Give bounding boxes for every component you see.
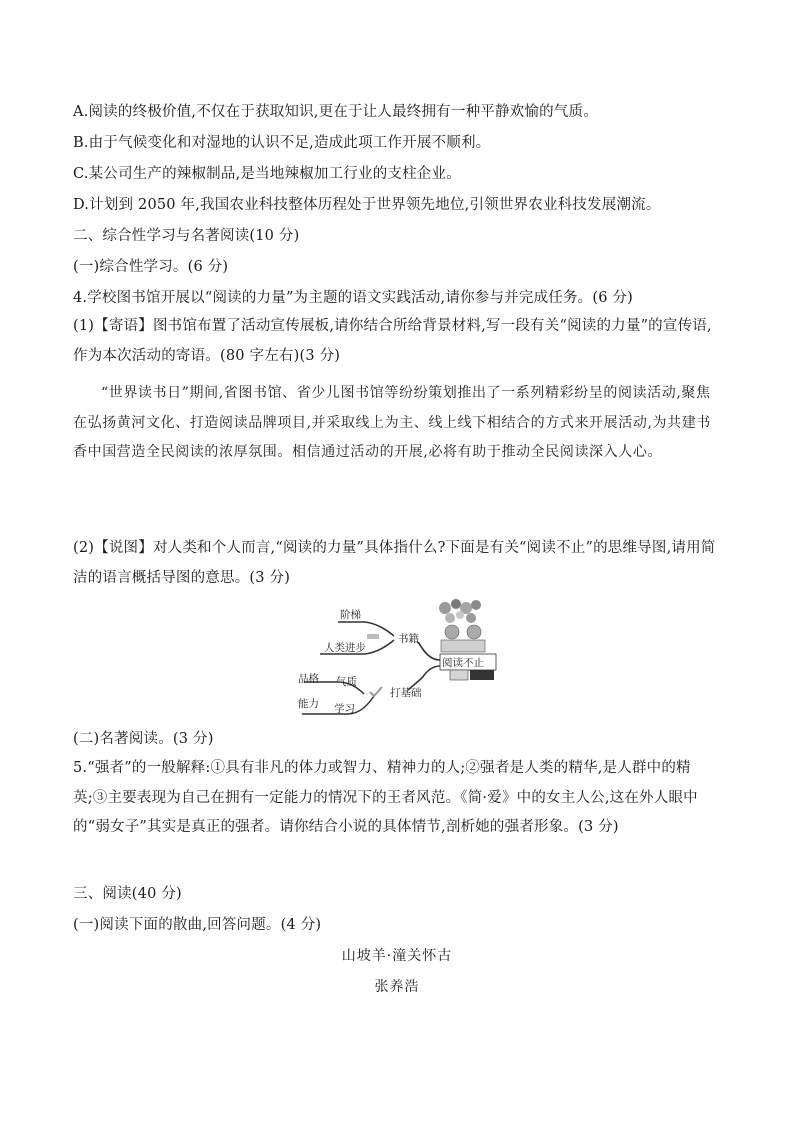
mindmap-leaf-ability: 能力 xyxy=(298,698,319,710)
question-4-2: (2)【说图】对人类和个人而言,“阅读的力量”具体指什么?下面是有关“阅读不止”的思维导图,请用简洁的语言概括导图的意思。(3 分) xyxy=(73,540,716,586)
section-heading: 三、阅读(40 分) xyxy=(73,886,182,902)
poem-title: 山坡羊·潼关怀古 xyxy=(341,948,453,964)
option-c: C.某公司生产的辣椒制品,是当地辣椒加工行业的支柱企业。 xyxy=(73,166,461,182)
question-5: 5.“强者”的一般解释:①具有非凡的体力或智力、精神力的人;②强者是人类的精华,是人群中的精英;③主要表现为自己在拥有一定能力的情况下的王者风范。《简·爱》中的女主人公,这在外人眼中的“弱女子”其实是真正的强者。请你结合小说的具体情节,剖析她的强者形象。(3 分) xyxy=(73,760,698,835)
background-material: “世界读书日”期间,省图书馆、省少儿图书馆等纷纷策划推出了一系列精彩纷呈的阅读活动,聚焦在弘扬黄河文化、打造阅读品牌项目,并采取线上为主、线上线下相结合的方式来开展活动,为共建书香中国营造全民阅读的浓厚氛围。相信通过活动的开展,必将有助于推动全民阅读深入人心。 xyxy=(73,385,711,460)
mindmap-leaf-temperament: 气质 xyxy=(336,676,357,688)
subsection-heading: (二)名著阅读。(3 分) xyxy=(73,731,214,747)
mindmap-leaf-progress: 人类进步 xyxy=(324,642,366,654)
mind-map xyxy=(290,596,510,720)
mindmap-leaf-ladder: 阶梯 xyxy=(340,609,361,621)
section-heading: 二、综合性学习与名著阅读(10 分) xyxy=(73,228,300,244)
mindmap-leaf-learning: 学习 xyxy=(334,703,355,715)
question-4: 4.学校图书馆开展以“阅读的力量”为主题的语文实践活动,请你参与并完成任务。(6 分) xyxy=(73,290,634,306)
subsection-heading: (一)综合性学习。(6 分) xyxy=(73,259,229,275)
mindmap-branch-foundation: 打基础 xyxy=(390,687,422,699)
option-b: B.由于气候变化和对湿地的认识不足,造成此项工作开展不顺利。 xyxy=(73,135,491,151)
subsection-heading: (一)阅读下面的散曲,回答问题。(4 分) xyxy=(73,917,322,933)
poem-author: 张养浩 xyxy=(374,979,420,995)
mindmap-branch-books: 书籍 xyxy=(398,633,419,645)
question-4-1: (1)【寄语】图书馆布置了活动宣传展板,请你结合所给背景材料,写一段有关“阅读的力量”的宣传语,作为本次活动的寄语。(80 字左右)(3 分) xyxy=(73,318,712,364)
option-a: A.阅读的终极价值,不仅在于获取知识,更在于让人最终拥有一种平静欢愉的气质。 xyxy=(73,104,598,120)
mindmap-center: 阅读不止 xyxy=(442,657,484,669)
mindmap-leaf-character: 品格 xyxy=(298,673,319,685)
option-d: D.计划到 2050 年,我国农业科技整体历程处于世界领先地位,引领世界农业科技发展潮流。 xyxy=(73,197,661,213)
reading-children-illustration xyxy=(439,599,485,652)
